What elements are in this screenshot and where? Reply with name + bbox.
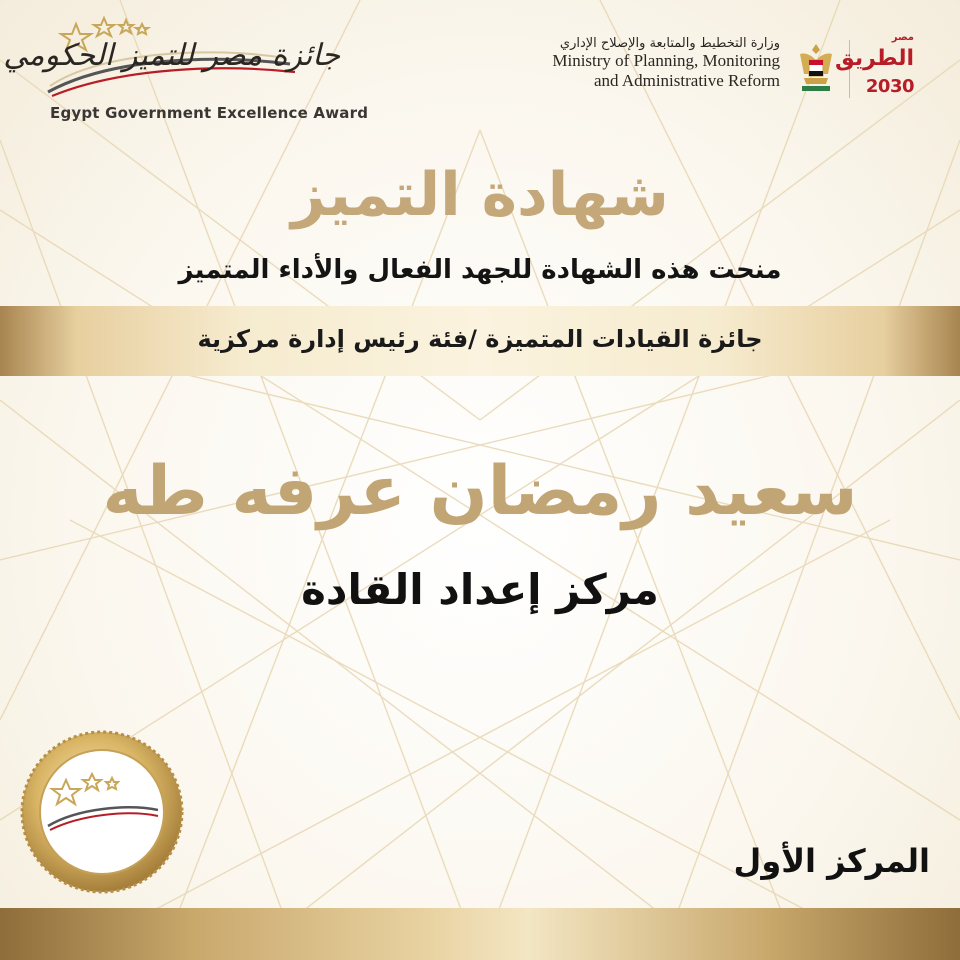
award-english-name: Egypt Government Excellence Award (50, 104, 369, 122)
certificate-title: شهادة التميز (291, 160, 669, 230)
ministry-english-line1: Ministry of Planning, Monitoring (552, 51, 780, 70)
ministry-arabic-name: وزارة التخطيط والمتابعة والإصلاح الإداري (559, 36, 780, 51)
egypt-excellence-award-logo (3, 12, 369, 127)
vision-year-text: 2030 (865, 76, 914, 97)
vision-top-text: مصر (891, 32, 914, 43)
certificate-header (0, 0, 960, 140)
egypt-eagle-emblem-icon (796, 40, 836, 95)
award-arabic-name: جائزة مصر للتميز الحكومي (3, 38, 340, 73)
gold-seal-icon (18, 728, 186, 896)
certificate-subtitle: منحت هذه الشهادة للجهد الفعال والأداء المتميز (178, 255, 782, 285)
award-category: جائزة القيادات المتميزة /فئة رئيس إدارة مركزية (197, 325, 763, 353)
rank-label: المركز الأول (733, 842, 930, 880)
bottom-gold-band (0, 908, 960, 960)
recipient-organization: مركز إعداد القادة (301, 565, 659, 614)
vision-middle-text: الطريق (834, 46, 914, 71)
recipient-name: سعيد رمضان عرفه طه (102, 452, 858, 531)
egypt-vision-2030-logo (834, 32, 914, 98)
ministry-name-block (552, 36, 780, 91)
ministry-english-line2: and Administrative Reform (593, 71, 780, 90)
